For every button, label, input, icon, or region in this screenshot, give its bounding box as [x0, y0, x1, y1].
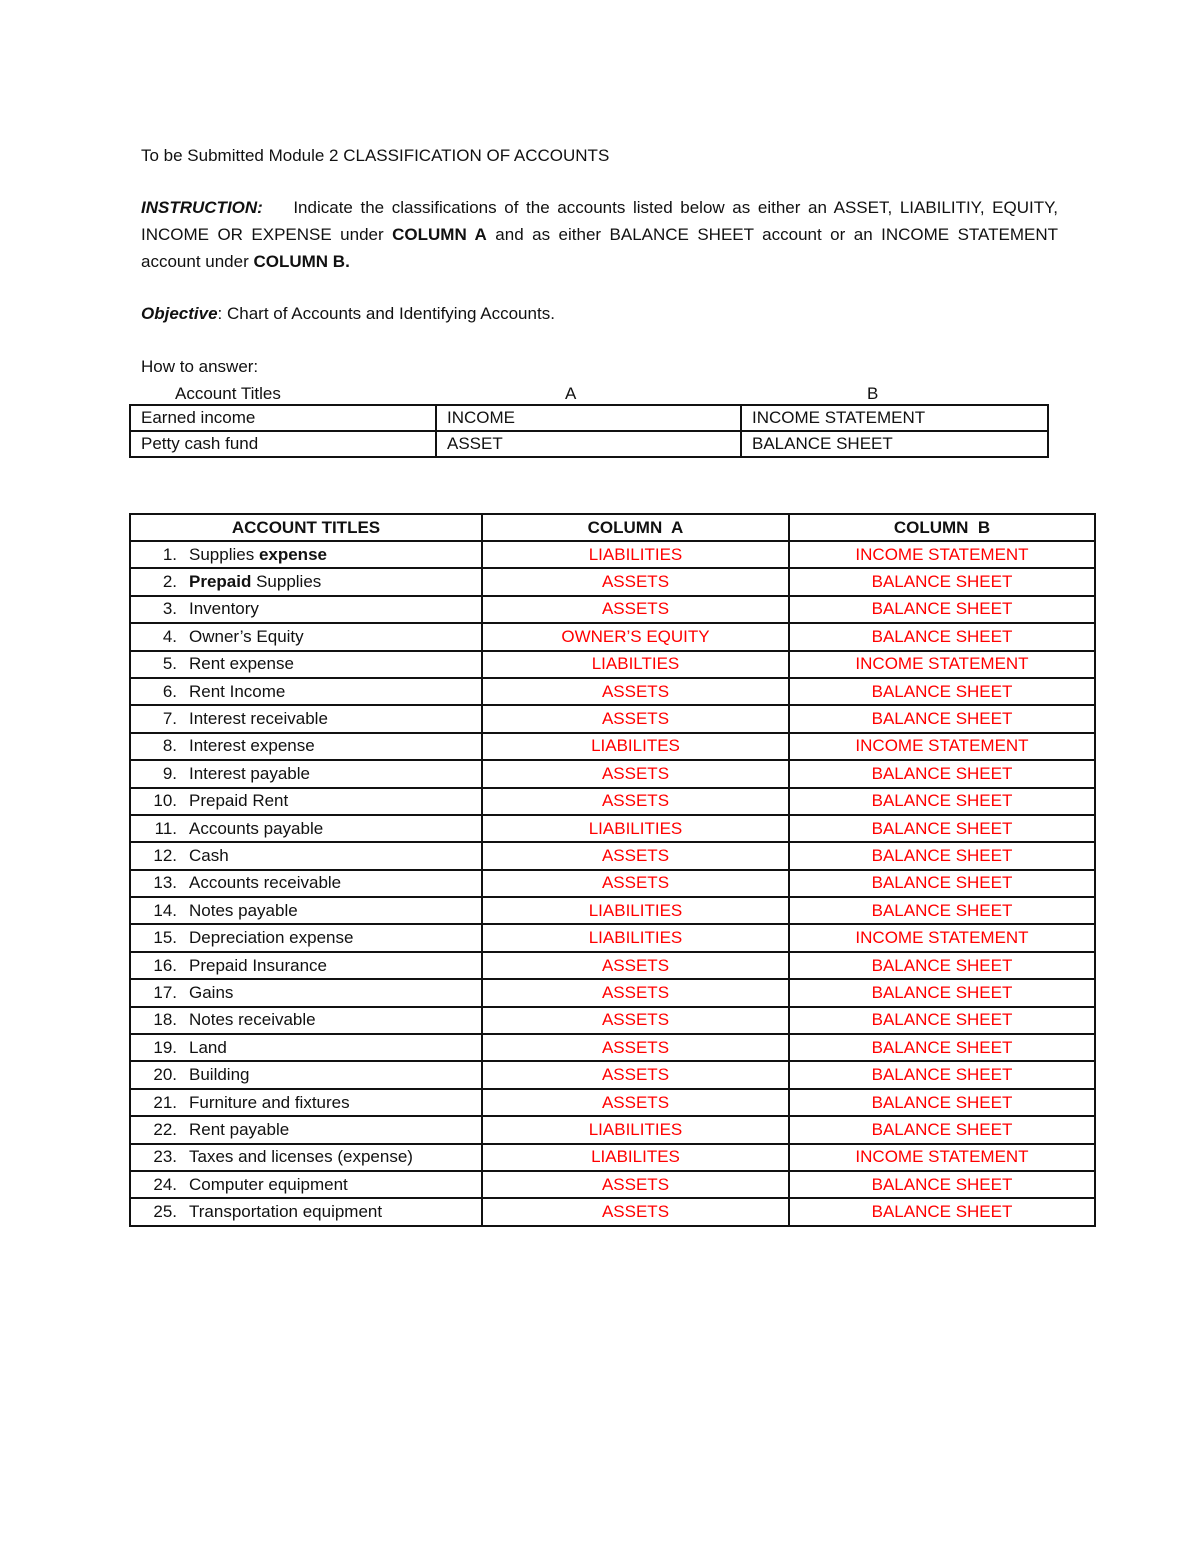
table-row [130, 568, 1095, 595]
account-title: Notes payable [189, 900, 298, 920]
instruction-column-b: COLUMN B. [253, 252, 350, 271]
account-title: Cash [189, 845, 229, 865]
instruction-paragraph [141, 194, 1058, 275]
account-title: expense [258, 544, 327, 564]
table-row [130, 979, 1095, 1006]
account-title: Land [189, 1037, 227, 1057]
row-number: 22. [153, 1119, 177, 1139]
row-number: 3. [162, 599, 177, 619]
table-row [130, 842, 1095, 869]
column-b-answer: BALANCE SHEET [789, 979, 1095, 1006]
column-b-answer: BALANCE SHEET [789, 842, 1095, 869]
row-number: 2. [162, 572, 177, 592]
column-a-answer: ASSETS [482, 596, 789, 623]
account-title: Interest receivable [189, 709, 328, 729]
example-row [130, 405, 1048, 431]
table-row [130, 1089, 1095, 1116]
column-b-answer: BALANCE SHEET [789, 1171, 1095, 1198]
row-number: 17. [153, 982, 177, 1002]
column-a-answer: OWNER’S EQUITY [482, 623, 789, 650]
account-title: Accounts receivable [189, 873, 342, 893]
table-row [130, 596, 1095, 623]
column-b-answer: BALANCE SHEET [789, 678, 1095, 705]
row-number: 21. [153, 1092, 177, 1112]
row-number: 12. [153, 845, 177, 865]
account-title-cell [130, 952, 482, 979]
example-table [129, 404, 1049, 458]
account-title: Prepaid Rent [189, 791, 289, 811]
column-a-answer: LIABILITES [482, 1144, 789, 1171]
account-title: Notes receivable [189, 1010, 316, 1030]
account-title-cell [130, 1034, 482, 1061]
account-title-cell [130, 1144, 482, 1171]
column-a-answer: ASSETS [482, 1034, 789, 1061]
table-row [130, 952, 1095, 979]
row-number: 7. [162, 709, 177, 729]
row-number: 14. [153, 900, 177, 920]
account-title: Accounts payable [189, 818, 324, 838]
how-to-label: How to answer: [141, 357, 259, 376]
table-row [130, 1171, 1095, 1198]
account-title-cell [130, 1198, 482, 1225]
column-a-answer: ASSETS [482, 678, 789, 705]
column-b-answer: BALANCE SHEET [789, 705, 1095, 732]
row-number: 1. [162, 544, 177, 564]
row-number: 4. [162, 626, 177, 646]
account-title: Furniture and fixtures [189, 1092, 350, 1112]
document-title: To be Submitted Module 2 CLASSIFICATION OF ACCOUNTS [141, 146, 610, 165]
account-title: Prepaid Insurance [189, 955, 327, 975]
objective-label: Objective [141, 304, 218, 323]
table-row [130, 1034, 1095, 1061]
account-title: Taxes and licenses (expense) [189, 1147, 413, 1167]
table-row [130, 705, 1095, 732]
account-title-cell [130, 1089, 482, 1116]
table-row [130, 1198, 1095, 1225]
column-a-answer: ASSETS [482, 1061, 789, 1088]
example-col-a: INCOME [436, 405, 741, 431]
column-a-answer: ASSETS [482, 979, 789, 1006]
account-title: Building [189, 1065, 250, 1085]
row-number: 6. [162, 681, 177, 701]
account-title-cell [130, 870, 482, 897]
account-title: Inventory [189, 599, 259, 619]
row-number: 9. [162, 763, 177, 783]
account-title-cell [130, 842, 482, 869]
column-a-answer: ASSETS [482, 568, 789, 595]
row-number: 11. [154, 818, 177, 838]
column-a-answer: ASSETS [482, 870, 789, 897]
table-row [130, 733, 1095, 760]
account-title: Supplies [251, 572, 322, 592]
column-a-answer: ASSETS [482, 952, 789, 979]
row-number: 15. [153, 928, 177, 948]
column-b-answer: BALANCE SHEET [789, 952, 1095, 979]
account-title: Gains [189, 982, 234, 1002]
header-column-a: COLUMN A [482, 514, 789, 541]
row-number: 10. [153, 791, 177, 811]
example-account: Petty cash fund [130, 431, 436, 457]
account-title-cell [130, 897, 482, 924]
column-a-answer: ASSETS [482, 1171, 789, 1198]
account-title-cell [130, 541, 482, 568]
account-title: Interest expense [189, 736, 315, 756]
column-a-answer: LIABILITIES [482, 924, 789, 951]
example-col-a: ASSET [436, 431, 741, 457]
row-number: 20. [153, 1065, 177, 1085]
example-account: Earned income [130, 405, 436, 431]
column-b-answer: BALANCE SHEET [789, 1061, 1095, 1088]
account-title-cell [130, 979, 482, 1006]
instruction-label: INSTRUCTION: [141, 198, 263, 217]
row-number: 24. [153, 1174, 177, 1194]
account-title: Computer equipment [189, 1174, 348, 1194]
account-title: Depreciation expense [189, 928, 354, 948]
table-row [130, 623, 1095, 650]
account-title-cell [130, 733, 482, 760]
column-a-answer: ASSETS [482, 1089, 789, 1116]
account-title: Interest payable [189, 763, 310, 783]
account-title-cell [130, 815, 482, 842]
row-number: 13. [153, 873, 177, 893]
how-to-header-titles: Account Titles [175, 384, 281, 403]
table-row [130, 1007, 1095, 1034]
column-a-answer: ASSETS [482, 760, 789, 787]
account-title-cell [130, 623, 482, 650]
column-b-answer: INCOME STATEMENT [789, 541, 1095, 568]
account-title: Rent payable [189, 1119, 290, 1139]
account-title-cell [130, 705, 482, 732]
column-a-answer: ASSETS [482, 705, 789, 732]
account-title-cell [130, 788, 482, 815]
column-b-answer: BALANCE SHEET [789, 870, 1095, 897]
objective-text: : Chart of Accounts and Identifying Accounts. [217, 304, 555, 323]
account-title-cell [130, 596, 482, 623]
instruction-column-a: COLUMN A [392, 225, 487, 244]
account-title-cell [130, 678, 482, 705]
account-title-cell [130, 1171, 482, 1198]
column-b-answer: BALANCE SHEET [789, 897, 1095, 924]
example-col-b: INCOME STATEMENT [741, 405, 1048, 431]
instruction-text: Indicate the classifications of the accounts listed below as either an ASSET, LIABILITIY, EQUITY, INCOME OR EXPENSE under [141, 198, 1058, 244]
account-title: Rent expense [189, 654, 294, 674]
column-b-answer: BALANCE SHEET [789, 1007, 1095, 1034]
account-title: Rent Income [189, 681, 286, 701]
column-b-answer: BALANCE SHEET [789, 1198, 1095, 1225]
column-a-answer: ASSETS [482, 1198, 789, 1225]
row-number: 23. [153, 1147, 177, 1167]
table-row [130, 678, 1095, 705]
column-b-answer: INCOME STATEMENT [789, 924, 1095, 951]
row-number: 5. [162, 654, 177, 674]
table-row [130, 1116, 1095, 1143]
account-title: Owner’s Equity [189, 626, 304, 646]
row-number: 18. [153, 1010, 177, 1030]
column-b-answer: BALANCE SHEET [789, 623, 1095, 650]
table-row [130, 1144, 1095, 1171]
table-row [130, 760, 1095, 787]
column-a-answer: LIABILITES [482, 733, 789, 760]
table-row [130, 815, 1095, 842]
column-b-answer: BALANCE SHEET [789, 788, 1095, 815]
row-number: 16. [153, 955, 177, 975]
column-b-answer: INCOME STATEMENT [789, 733, 1095, 760]
objective [141, 300, 1058, 327]
column-a-answer: LIABILITIES [482, 815, 789, 842]
row-number: 19. [153, 1037, 177, 1057]
row-number: 25. [153, 1202, 177, 1222]
table-row [130, 1061, 1095, 1088]
table-row [130, 870, 1095, 897]
column-a-answer: ASSETS [482, 788, 789, 815]
classification-table [129, 513, 1096, 1227]
account-title-cell [130, 651, 482, 678]
column-a-answer: LIABILITIES [482, 1116, 789, 1143]
account-title-cell [130, 760, 482, 787]
column-a-answer: ASSETS [482, 842, 789, 869]
column-b-answer: BALANCE SHEET [789, 1034, 1095, 1061]
account-title: Transportation equipment [189, 1202, 383, 1222]
account-title-cell [130, 568, 482, 595]
table-row [130, 541, 1095, 568]
column-a-answer: ASSETS [482, 1007, 789, 1034]
column-b-answer: BALANCE SHEET [789, 568, 1095, 595]
account-title: Supplies [189, 544, 259, 564]
header-account-titles: ACCOUNT TITLES [130, 514, 482, 541]
column-b-answer: BALANCE SHEET [789, 1089, 1095, 1116]
column-b-answer: BALANCE SHEET [789, 1116, 1095, 1143]
table-row [130, 924, 1095, 951]
table-row [130, 788, 1095, 815]
column-b-answer: BALANCE SHEET [789, 760, 1095, 787]
column-a-answer: LIABILTIES [482, 651, 789, 678]
table-row [130, 897, 1095, 924]
column-a-answer: LIABILITIES [482, 541, 789, 568]
account-title-cell [130, 924, 482, 951]
instruction-text-2: and as either BALANCE SHEET account or an INCOME STATEMENT account under [141, 225, 1058, 271]
table-header-row [130, 514, 1095, 541]
account-title-cell [130, 1116, 482, 1143]
how-to-header-b: B [867, 384, 879, 403]
example-row [130, 431, 1048, 457]
column-a-answer: LIABILITIES [482, 897, 789, 924]
table-row [130, 651, 1095, 678]
column-b-answer: BALANCE SHEET [789, 596, 1095, 623]
account-title-cell [130, 1007, 482, 1034]
example-col-b: BALANCE SHEET [741, 431, 1048, 457]
account-title-cell [130, 1061, 482, 1088]
column-b-answer: BALANCE SHEET [789, 815, 1095, 842]
account-title: Prepaid [189, 572, 252, 592]
header-column-b: COLUMN B [789, 514, 1095, 541]
column-b-answer: INCOME STATEMENT [789, 651, 1095, 678]
column-b-answer: INCOME STATEMENT [789, 1144, 1095, 1171]
how-to-header-a: A [565, 384, 577, 403]
row-number: 8. [162, 736, 177, 756]
